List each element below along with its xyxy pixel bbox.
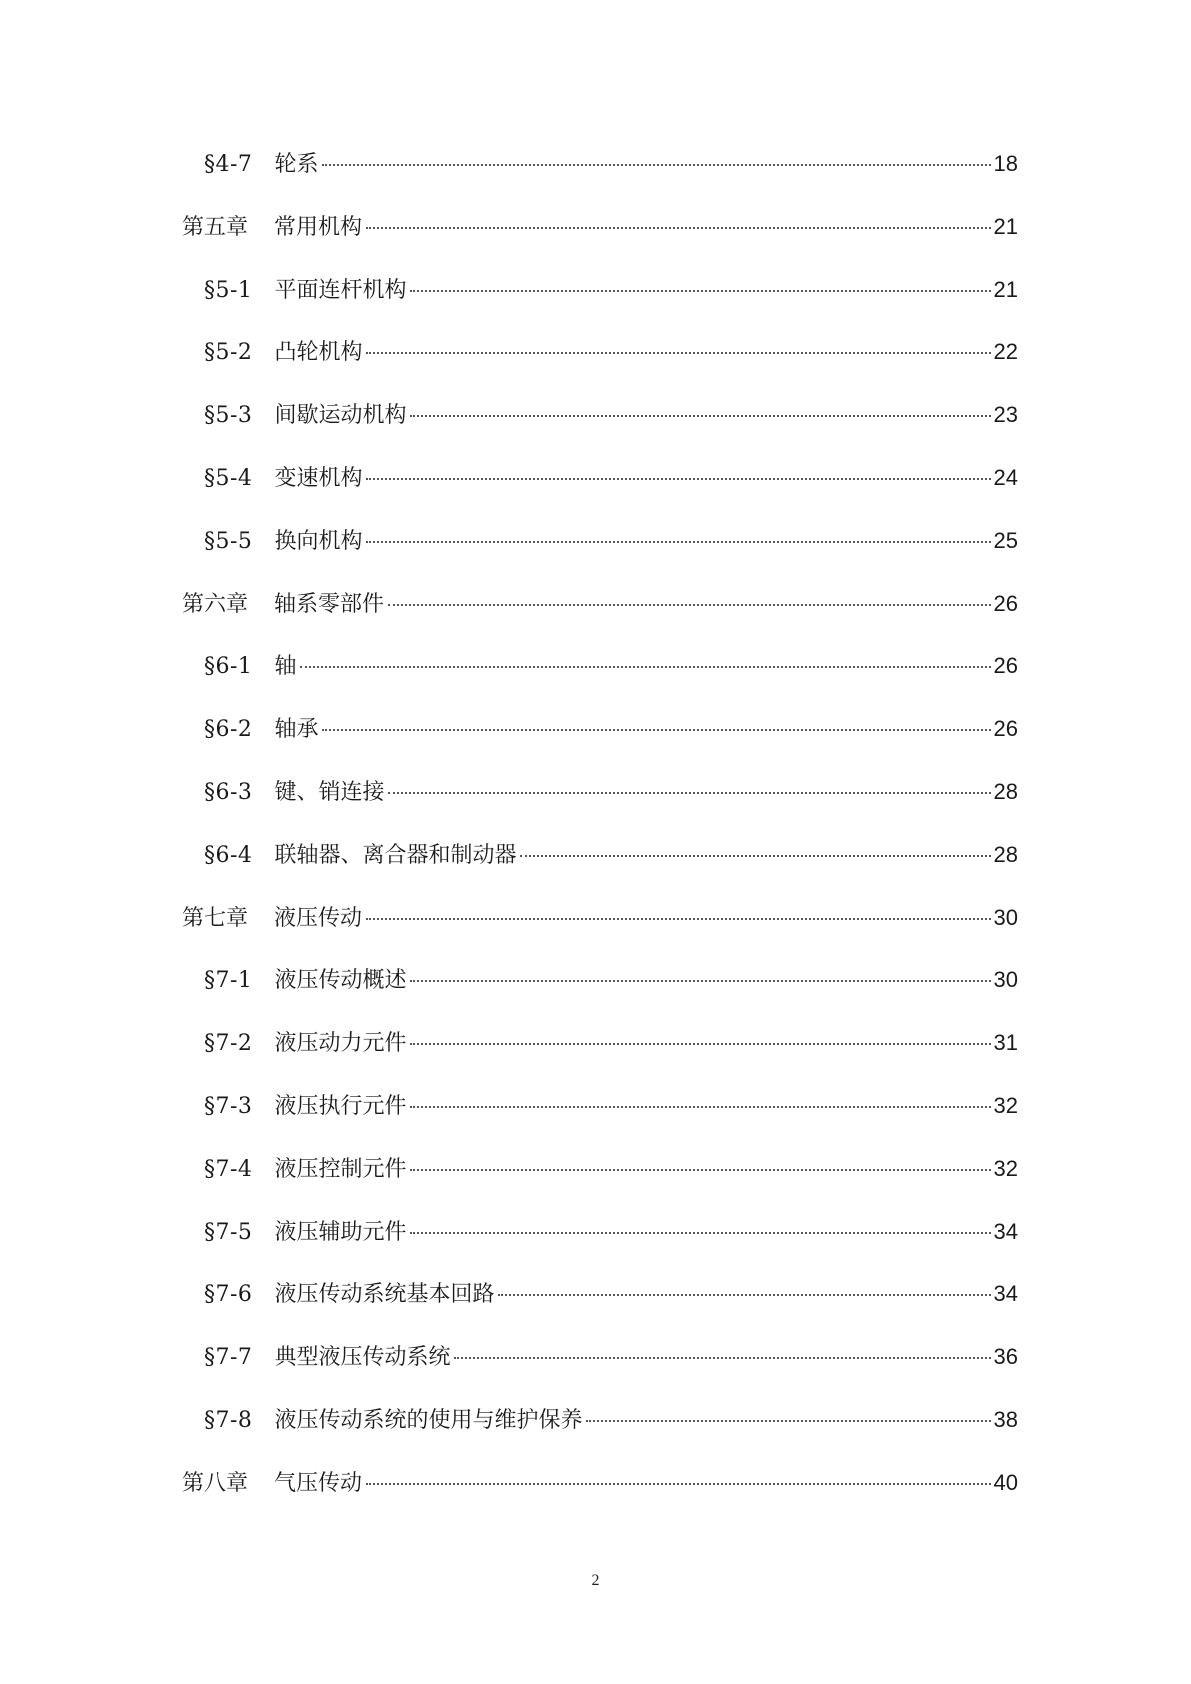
toc-entry-page-number: 18: [993, 151, 1018, 176]
table-of-contents: [182, 150, 1018, 1532]
toc-dot-leader: [322, 164, 990, 166]
toc-entry-page-number: 34: [993, 1218, 1018, 1244]
toc-section-entry[interactable]: [182, 1406, 1018, 1469]
toc-entry-page-number: 26: [993, 716, 1018, 742]
toc-entry-title: 液压传动: [274, 905, 363, 931]
toc-entry-number: §7-6: [204, 1282, 253, 1308]
toc-entry-page-number: 26: [993, 590, 1018, 616]
toc-section-entry[interactable]: [182, 276, 1018, 339]
toc-entry-title: 轮系: [274, 152, 319, 177]
toc-dot-leader: [410, 1043, 990, 1045]
toc-dot-leader: [454, 1357, 990, 1359]
toc-entry-page-number: 21: [993, 213, 1018, 239]
toc-entry-number: §7-3: [204, 1093, 253, 1119]
toc-section-entry[interactable]: [182, 841, 1018, 904]
toc-section-entry[interactable]: [182, 652, 1018, 715]
toc-dot-leader: [366, 478, 990, 480]
toc-dot-leader: [388, 792, 990, 794]
toc-entry-page-number: 25: [993, 527, 1018, 553]
toc-entry-title: 液压控制元件: [274, 1156, 407, 1182]
toc-entry-page-number: 21: [993, 276, 1018, 302]
toc-entry-title: 间歇运动机构: [274, 403, 407, 429]
toc-dot-leader: [410, 290, 990, 292]
toc-section-entry[interactable]: [182, 464, 1018, 527]
toc-section-entry[interactable]: [182, 778, 1018, 841]
toc-section-entry[interactable]: [182, 1092, 1018, 1155]
toc-entry-title: 平面连杆机构: [274, 277, 407, 303]
toc-dot-leader: [388, 604, 990, 606]
toc-section-entry[interactable]: [182, 715, 1018, 778]
toc-entry-number: §5-2: [204, 340, 253, 366]
toc-dot-leader: [300, 666, 990, 668]
toc-dot-leader: [498, 1294, 990, 1296]
toc-section-entry[interactable]: [182, 401, 1018, 464]
toc-entry-page-number: 22: [993, 339, 1018, 365]
toc-entry-number: §7-5: [204, 1219, 253, 1245]
toc-dot-leader: [366, 227, 990, 229]
toc-entry-number: 第五章: [182, 214, 249, 240]
toc-section-entry[interactable]: [182, 1155, 1018, 1218]
toc-entry-page-number: 32: [993, 1092, 1018, 1118]
toc-entry-page-number: 31: [993, 1030, 1018, 1056]
toc-entry-title: 换向机构: [274, 528, 363, 554]
toc-entry-page-number: 38: [993, 1406, 1018, 1432]
toc-entry-title: 液压传动系统的使用与维护保养: [274, 1407, 583, 1433]
toc-chapter-entry[interactable]: [182, 213, 1018, 276]
toc-entry-title: 液压传动概述: [274, 968, 407, 994]
toc-entry-number: §5-1: [204, 277, 253, 303]
toc-entry-number: §6-4: [204, 842, 253, 868]
toc-entry-number: 第六章: [182, 591, 249, 617]
toc-dot-leader: [366, 541, 990, 543]
toc-entry-number: §5-3: [204, 403, 253, 429]
toc-dot-leader: [520, 855, 990, 857]
toc-entry-page-number: 36: [993, 1344, 1018, 1370]
toc-entry-number: 第八章: [182, 1470, 249, 1496]
toc-entry-page-number: 40: [993, 1469, 1018, 1495]
toc-entry-number: §5-5: [204, 528, 253, 554]
toc-section-entry[interactable]: [182, 527, 1018, 590]
toc-entry-title: 液压辅助元件: [274, 1219, 407, 1245]
toc-chapter-entry[interactable]: [182, 590, 1018, 653]
toc-entry-page-number: 32: [993, 1155, 1018, 1181]
toc-entry-title: 凸轮机构: [274, 340, 363, 366]
toc-entry-title: 轴承: [274, 717, 319, 743]
toc-entry-number: §7-1: [204, 968, 253, 994]
toc-section-entry[interactable]: [182, 1029, 1018, 1092]
toc-dot-leader: [366, 352, 990, 354]
toc-dot-leader: [322, 729, 990, 731]
toc-section-entry[interactable]: [182, 338, 1018, 401]
toc-entry-number: §5-4: [204, 465, 253, 491]
toc-section-entry[interactable]: [182, 1343, 1018, 1406]
toc-section-entry[interactable]: [182, 1280, 1018, 1343]
toc-entry-title: 液压动力元件: [274, 1031, 407, 1057]
toc-entry-number: §7-8: [204, 1407, 253, 1433]
toc-entry-number: §6-1: [204, 654, 253, 680]
toc-chapter-entry[interactable]: [182, 1469, 1018, 1532]
toc-entry-number: 第七章: [182, 905, 249, 931]
toc-entry-number: §6-2: [204, 717, 253, 743]
toc-entry-page-number: 28: [993, 778, 1018, 804]
toc-entry-page-number: 23: [993, 402, 1018, 428]
toc-entry-title: 键、销连接: [274, 779, 385, 805]
toc-entry-title: 液压传动系统基本回路: [274, 1282, 495, 1308]
toc-dot-leader: [410, 1232, 990, 1234]
toc-entry-page-number: 26: [993, 653, 1018, 679]
toc-entry-page-number: 34: [993, 1281, 1018, 1307]
toc-entry-number: §7-4: [204, 1156, 253, 1182]
toc-entry-number: §7-2: [204, 1031, 253, 1057]
toc-entry-page-number: 30: [993, 967, 1018, 993]
toc-chapter-entry[interactable]: [182, 904, 1018, 967]
toc-entry-title: 典型液压传动系统: [274, 1345, 451, 1371]
toc-entry-title: 轴: [274, 654, 297, 680]
toc-entry-page-number: 30: [993, 904, 1018, 930]
toc-dot-leader: [586, 1420, 990, 1422]
toc-entry-number: §4-7: [204, 152, 253, 177]
toc-entry-page-number: 24: [993, 464, 1018, 490]
toc-entry-title: 常用机构: [274, 214, 363, 240]
toc-entry-number: §7-7: [204, 1345, 253, 1371]
toc-entry-number: §6-3: [204, 779, 253, 805]
toc-dot-leader: [410, 980, 990, 982]
toc-entry-title: 联轴器、离合器和制动器: [274, 842, 517, 868]
toc-entry-title: 变速机构: [274, 465, 363, 491]
toc-entry-title: 液压执行元件: [274, 1093, 407, 1119]
toc-dot-leader: [410, 1169, 990, 1171]
footer-page-number: 2: [591, 1572, 600, 1589]
toc-dot-leader: [366, 918, 990, 920]
toc-entry-title: 轴系零部件: [274, 591, 385, 617]
toc-dot-leader: [410, 1106, 990, 1108]
toc-dot-leader: [410, 415, 990, 417]
toc-section-entry[interactable]: [182, 150, 1018, 213]
toc-entry-title: 气压传动: [274, 1470, 363, 1496]
toc-dot-leader: [366, 1483, 990, 1485]
toc-section-entry[interactable]: [182, 966, 1018, 1029]
toc-entry-page-number: 28: [993, 841, 1018, 867]
toc-section-entry[interactable]: [182, 1218, 1018, 1281]
